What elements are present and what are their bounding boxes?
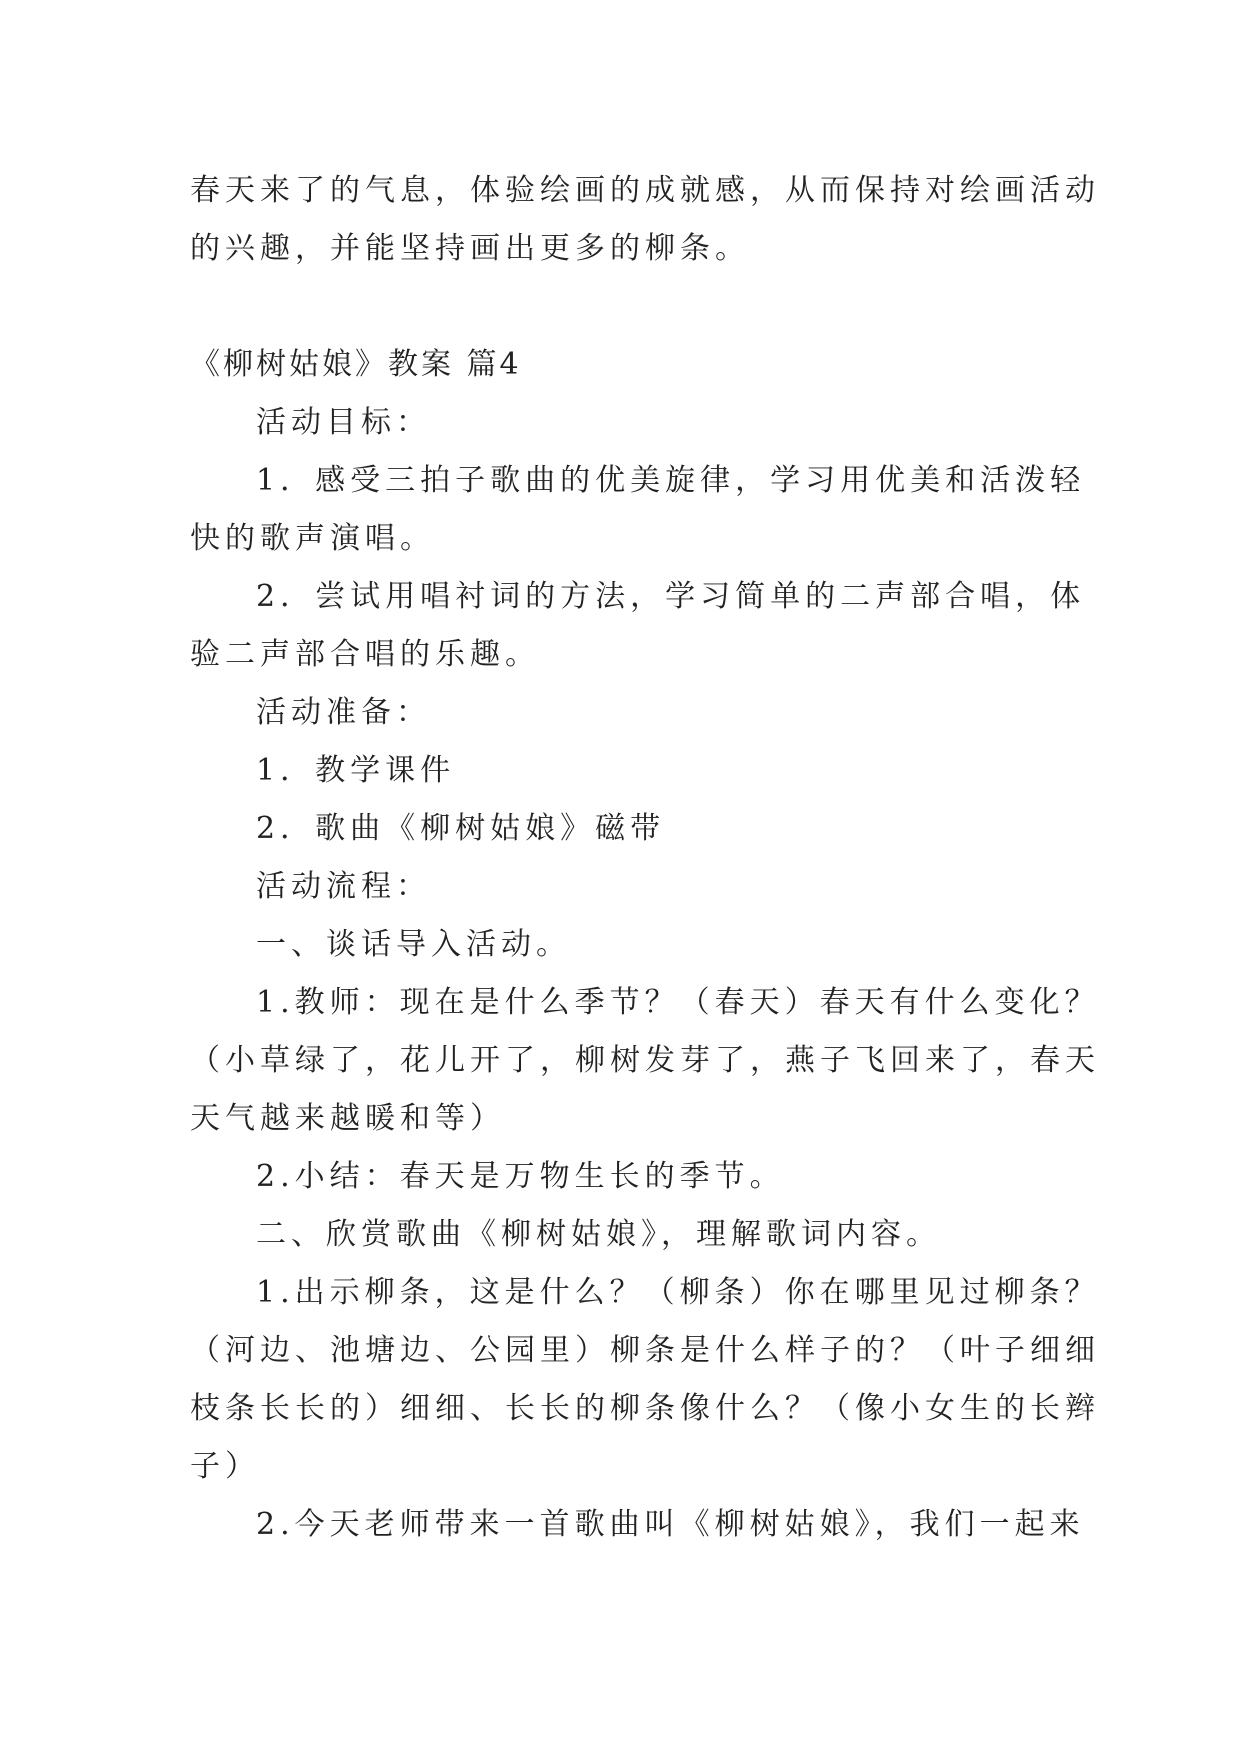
spacer — [190, 278, 1060, 336]
paragraph-line: 的兴趣，并能坚持画出更多的柳条。 — [190, 231, 750, 266]
paragraph-line: 2．尝试用唱衬词的方法，学习简单的二声部合唱，体 — [256, 579, 1086, 614]
subheading-activity-prep: 活动准备： — [256, 695, 431, 730]
paragraph-line: 二、欣赏歌曲《柳树姑娘》，理解歌词内容。 — [256, 1217, 941, 1252]
paragraph-line: 天气越来越暖和等） — [190, 1101, 505, 1136]
paragraph-line: （小草绿了，花儿开了，柳树发芽了，燕子飞回来了，春天 — [190, 1043, 1100, 1078]
subheading-activity-flow: 活动流程： — [256, 869, 431, 904]
document-body — [190, 162, 1100, 1554]
paragraph-line: 1．教学课件 — [256, 753, 456, 788]
paragraph-line: 1.出示柳条，这是什么？（柳条）你在哪里见过柳条？ — [256, 1275, 1100, 1310]
subheading-activity-goals: 活动目标： — [256, 405, 431, 440]
paragraph-line: （河边、池塘边、公园里）柳条是什么样子的？（叶子细细 — [190, 1333, 1100, 1368]
paragraph-line: 一、谈话导入活动。 — [256, 927, 571, 962]
paragraph-line: 快的歌声演唱。 — [190, 521, 435, 556]
paragraph-line: 1．感受三拍子歌曲的优美旋律，学习用优美和活泼轻 — [256, 463, 1086, 498]
section-heading: 《柳树姑娘》教案 篇4 — [190, 347, 522, 382]
paragraph-line: 春天来了的气息，体验绘画的成就感，从而保持对绘画活动 — [190, 173, 1100, 208]
paragraph-line: 子） — [190, 1449, 260, 1484]
paragraph-line: 验二声部合唱的乐趣。 — [190, 637, 540, 672]
paragraph-line: 枝条长长的）细细、长长的柳条像什么？（像小女生的长辫 — [190, 1391, 1100, 1426]
paragraph-line: 2.今天老师带来一首歌曲叫《柳树姑娘》，我们一起来 — [256, 1507, 1085, 1542]
paragraph-line: 2．歌曲《柳树姑娘》磁带 — [256, 811, 666, 846]
paragraph-line: 2.小结：春天是万物生长的季节。 — [256, 1159, 785, 1194]
paragraph-line: 1.教师：现在是什么季节？（春天）春天有什么变化？ — [256, 985, 1100, 1020]
